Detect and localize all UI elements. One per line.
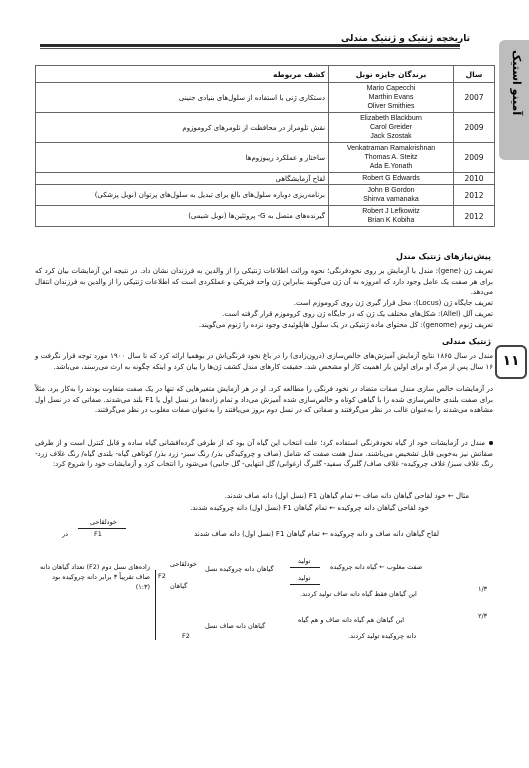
laureate-name: Marthin Evans: [368, 94, 414, 101]
laureates-cell: [329, 185, 454, 206]
genome-definition: تعریف ژنوم (genome): کل محتوای ماده ژنتیکی در یک سلول هاپلوئیدی وجود نزده را ژنوم می‌گویند.: [198, 321, 493, 329]
in-label: در: [62, 530, 69, 538]
laureate-name: Venkatraman Ramakrishnan: [346, 145, 436, 152]
year-cell: 2009: [454, 113, 495, 143]
f2-label-a: F2: [158, 572, 166, 580]
side-tab-text: آمینو استیک: [510, 50, 523, 116]
table-row: [36, 173, 495, 185]
header-band-thin: [40, 48, 460, 49]
laureate-name: Mario Capecchi: [366, 85, 416, 92]
example-line-2: خود لقاحی گیاهان دانه چروکیده ← تمام گیاهان F1 (نسل اول) دانه چروکیده شدند.: [190, 504, 429, 512]
produced-arrow-1: [290, 567, 320, 568]
line-b: این گیاهان هم گیاه دانه صاف و هم گیاه: [298, 616, 405, 624]
line-c: دانه چروکیده تولید کردند.: [348, 632, 417, 640]
self-fert-arrow-top: [78, 528, 126, 529]
mendel-bullet-paragraph: [35, 438, 493, 470]
page-number: ۱۱: [495, 345, 527, 379]
mendel-heading: ژنتیک مندلی: [441, 337, 491, 346]
produced-label-2: تولید: [298, 574, 311, 582]
bullet-text: مندل در آزمایشات خود از گیاه نخودفرنگی استفاده کرد؛ علت انتخاب این گیاه آن بود که از طرفی گرده‌افشانی گیاه ساده و قابل کنترل است و از طرفی صفاتش نیز به‌خوبی قابل تشخیص می‌باشند. مندل هفت صفت که شامل (صاف و چروکیدگی بذر/ رنگ سبز- زرد بذر/ کوتاهی گیاه- بلندی گیاه/ رنگ غلاف زرد- رنگ غلاف سبز/ غلاف چروکیده- غلاف صاف/ گلبرگ سفید- گلبرگ ارغوانی/ گل انتهایی- گل جانبی) می‌شود را انتخاب کرد و آزمایشات خود را شروع کرد:: [35, 439, 493, 468]
laureates-cell: [329, 143, 454, 173]
laureate-name: Elizabeth Blackburn: [360, 115, 422, 122]
header-band: [40, 44, 460, 47]
laureate-name: Oliver Smithies: [367, 103, 415, 110]
self-fert-label-mid: خودلقاحی: [170, 560, 197, 568]
produced-arrow-2: [290, 584, 320, 585]
recessive-label: صفت مغلوب ← گیاه دانه چروکیده: [330, 563, 423, 571]
self-fert-label-top: خودلقاحی: [90, 518, 117, 526]
f1-label-top: F1: [94, 530, 102, 538]
laureate-name: Robert J Lefkowitz: [362, 208, 420, 215]
laureates-cell: [329, 113, 454, 143]
f2-label-b: F2: [182, 632, 190, 640]
line-a: این گیاهان فقط گیاه دانه صاف تولید کردند.: [300, 590, 417, 598]
fraction-one-third: ۱/۳: [478, 585, 488, 593]
laureate-name: John B Gordon: [367, 187, 415, 194]
wrinkled-plants: گیاهان دانه چروکیده نسل: [205, 565, 274, 573]
header-discovery: کشف مربوطه: [36, 66, 329, 83]
table-row: [36, 83, 495, 113]
table-row: [36, 113, 495, 143]
bracket-left: [155, 570, 156, 640]
table-row: [36, 206, 495, 227]
table-row: [36, 185, 495, 206]
mendel-paragraph-2: در آزمایشات خالص سازی مندل صفات متضاد در نخود فرنگی را مطالعه کرد. او در هر آزمایش متغیرهایی که تنها در یک صفت متفاوت بودند را به‌کار برد. مثلاً برای صفت بلندی خالص‌سازی شده را با گیاهی کوتاه و خالص‌سازی شده آمیزش می‌داد و تمام زاده‌ها در نسل اول یا F1 بلند می‌شدند. صفاتی که در نسل اول مشاهده می‌شدند را به‌عنوان غالب در نظر می‌گرفتند و صفاتی که در نسل دوم بروز می‌یافتند را به‌عنوان صفات مغلوب در نظر می‌گرفتند.: [35, 385, 493, 414]
laureates-cell: [329, 83, 454, 113]
laureate-name: Brian K Kobiha: [367, 217, 415, 224]
gene-definition: تعریف ژن (gene): مندل با آزمایش بر روی نخودفرنگی؛ نحوه وراثت اطلاعات ژنتیکی را از والدین به فرزندان نشان داد. در نتیجه این آزمایشات بیان کرد که برای هر صفت یک عامل وجود دارد که امروزه به آن ژن می‌گویند بنابراین ژن واحد فیزیکی و عملکردی است که اطلاعات ژنتیکی را از والدین به فرزندان انتقال می‌دهد.: [35, 267, 493, 296]
laureate-name: Thomas A. Steitz: [364, 154, 418, 161]
locus-definition: تعریف جایگاه ژن (Locus): محل قرار گیری ژن روی کروموزم است.: [293, 299, 493, 307]
laureate-name: Carol Greider: [369, 124, 412, 131]
laureate-name: Shinva vamanaka: [363, 196, 419, 203]
nobel-table: [35, 65, 495, 227]
table-header-row: [36, 66, 495, 83]
header-title: تاریخچه ژنتیک و ژنتیک مندلی: [340, 34, 470, 44]
discovery-cell: گیرنده‌های متصل به G- پروتئین‌ها (نوبل شیمی): [36, 206, 329, 227]
offspring-text: زاده‌های نسل دوم (F2) تعداد گیاهان دانه صاف تقریباً ۳ برابر دانه چروکیده بود (۱:۳): [40, 563, 150, 591]
fraction-two-third: ۲/۳: [478, 612, 488, 620]
year-cell: 2012: [454, 185, 495, 206]
prereq-heading: پیش‌نیازهای ژنتیک مندل: [395, 252, 491, 261]
header-year: سال: [454, 66, 495, 83]
year-cell: 2010: [454, 173, 495, 185]
year-cell: 2012: [454, 206, 495, 227]
discovery-cell: ساختار و عملکرد ریبوزوم‌ها: [36, 143, 329, 173]
year-cell: 2009: [454, 143, 495, 173]
example-line-3: لقاح گیاهان دانه صاف و دانه چروکیده ← تمام گیاهان F1 (نسل اول) دانه صاف شدند: [194, 530, 439, 538]
year-cell: 2007: [454, 83, 495, 113]
laureate-name: Robert G Edwards: [362, 175, 420, 182]
smooth-plants: گیاهان دانه صاف نسل: [205, 622, 266, 630]
laureates-cell: [329, 173, 454, 185]
side-tab: [499, 40, 529, 160]
discovery-cell: برنامه‌ریزی دوباره سلول‌های بالغ برای تبدیل به سلول‌های پرتوان (نوبل پزشکی): [36, 185, 329, 206]
discovery-cell: لقاح آزمایشگاهی: [36, 173, 329, 185]
mendel-paragraph-1: مندل در سال ۱۸۶۵ نتایج آزمایش آمیزش‌های خالص‌سازی (درون‌زادی) را در باغ نخود فرنگی‌اش در بوهمیا ارائه کرد که تا سال ۱۹۰۰ مورد توجه قرار نگرفت و ۱۶ سال پس از مرگ او برای اولین بار اهمیت کار او مشخص شد. حقیقت کارهای مندل کشف ژن‌ها را بیان کرد و اینکه چگونه به ارث می‌رسند، می‌باشد.: [35, 352, 493, 371]
laureate-name: Ada E.Yonath: [369, 163, 413, 170]
page-header: [40, 30, 510, 52]
header-laureates: برندگان جایزه نوبل: [329, 66, 454, 83]
bullet-dot: [489, 441, 493, 445]
example-line-1: مثال ← خود لقاحی گیاهان دانه صاف ← تمام گیاهان F1 (نسل اول) دانه صاف شدند.: [224, 492, 469, 500]
laureates-cell: [329, 206, 454, 227]
discovery-cell: نقش تلومراز در محافظت از تلومرهای کروموزوم: [36, 113, 329, 143]
table-row: [36, 143, 495, 173]
table-body: [36, 83, 495, 227]
laureate-name: Jack Szostak: [370, 133, 412, 140]
plants-label: گیاهان: [170, 582, 188, 590]
allele-definition: تعریف آلل (Allel): شکل‌های مختلف یک ژن که در جایگاه ژن روی کروموزم قرار گرفته است.: [222, 310, 493, 318]
produced-label-1: تولید: [298, 557, 311, 565]
discovery-cell: دستکاری ژنی با استفاده از سلول‌های بنیادی جنینی: [36, 83, 329, 113]
